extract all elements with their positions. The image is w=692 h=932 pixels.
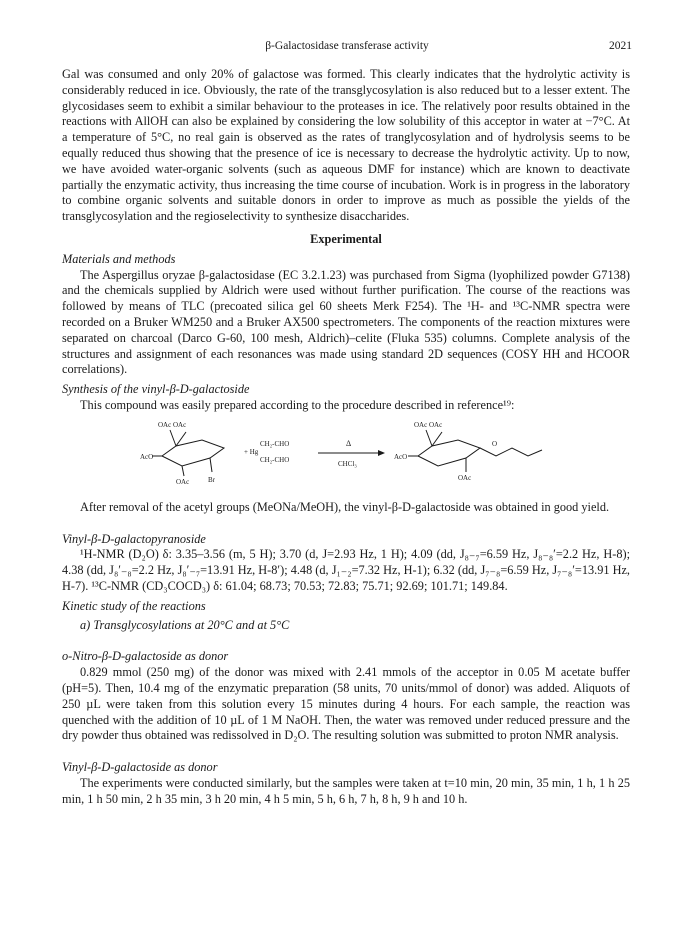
after-scheme-paragraph: After removal of the acetyl groups (MeONa/MeOH), the vinyl-β-D-galactoside was obtained in good yield. <box>80 499 610 514</box>
materials-methods-paragraph: The Aspergillus oryzae β-galactosidase (EC 3.2.1.23) was purchased from Sigma (lyophilized powder G7138) and the chemicals supplied by Aldrich were used without further purification. The course of the reactions was followed by means of TLC (precoated silica gel 60 sheets Merk F254). The ¹H- and ¹³C-NMR spectra were recorded on a Bruker WM250 and a Bruker AX500 spectrometers. The components of the reaction mixtures were separated on charcoal (Darco G-60, 100 mesh, Aldrich)–celite (Fluka 535) columns. Complete analysis of the structures and assignment of each resonances was made using standard 2D sequences (COSY HH and HCOOR correlations). <box>62 267 630 377</box>
left-br: Br <box>208 475 215 484</box>
intro-paragraph: Gal was consumed and only 20% of galactose was formed. This clearly indicates that the hydrolytic activity is considerably reduced in ice. Obviously, the rate of the transglycosylation is also reduced but to a lesser extent. The glycosidases seem to exhibit a similar behaviour to the proteases in ice. The relatively poor results obtained in the reactions with AllOH can also be explained by considering the low solubility of this acceptor in water at −7°C. At a temperature of 5°C, no real gain is observed as the rates of tranglycosylation and of hydrolysis seems to be equally reduced thus showing that the presence of ice is necessary to decrease the hydrolytic activity. Up to now, we have avoided water-organic solvents (such as aqueous DMF for instance) which are known to deactivate partially the enzymatic activity, thus increasing the time course of incubation. Work is in progress in the laboratory to combine organic solvents and suitable donors in order to improve as much as possible the yields of the transglycosylation and the regioselectivity to synthesize disaccharides. <box>62 67 630 224</box>
kinetic-study-heading: Kinetic study of the reactions <box>62 598 206 613</box>
vinyl-donor-heading: Vinyl-β-D-galactoside as donor <box>62 760 218 775</box>
left-aco: AcO <box>140 452 154 461</box>
reaction-arrow <box>318 450 385 456</box>
right-aco: AcO <box>394 452 408 461</box>
article-body <box>62 67 630 807</box>
running-title: β-Galactosidase transferase activity <box>265 40 429 52</box>
materials-methods-heading: Materials and methods <box>62 251 176 266</box>
arrow-heat-label: Δ <box>346 438 352 448</box>
page-header <box>62 40 632 56</box>
reagent-hg: + Hg <box>244 447 259 456</box>
arrow-solvent-label: CHCl₃ <box>338 459 357 468</box>
onitro-donor-paragraph: 0.829 mmol (250 mg) of the donor was mixed with 2.41 mmols of the acceptor in 0.05 M acetate buffer (pH=5). Then, 10.4 mg of the enzymatic preparation (58 units, 70 units/mmol of donor) was added. Aliquots of 250 µL were taken from this solution every 15 minutes during 4 hours. For each sample, the reaction was quenched with the addition of 10 µL of 1 M NaOH. Then, the water was removed under reduced pressure and the dry powder thus obtained was redissolved in D₂O. The resulting solution was submitted to proton NMR analysis. <box>62 665 630 743</box>
right-sugar-ring <box>408 430 542 472</box>
right-oac-top: OAc OAc <box>414 420 443 429</box>
left-oac-bottom: OAc <box>176 477 190 486</box>
synthesis-paragraph: This compound was easily prepared according to the procedure described in reference¹⁹: <box>80 397 515 412</box>
right-oac-bottom: OAc <box>458 473 472 482</box>
right-glycosidic-o: O <box>492 439 498 448</box>
reagent-bottom: CH₂-CHO <box>260 455 290 464</box>
vinyl-nmr-data: ¹H-NMR (D₂O) δ: 3.35–3.56 (m, 5 H); 3.70 (d, J=2.93 Hz, 1 H); 4.09 (dd, J₈₋₇=6.59 Hz, J₈₋₈′=2.2 Hz, H-8); 4.38 (dd, J₈′₋₈=2.2 Hz, J₈′₋₇=13.91 Hz, H-8′); 4.48 (d, J₁₋₂=7.32 Hz, H-1); 6.32 (dd, J₇₋₈=6.59 Hz, J₇₋₈′=13.91 Hz, H-7). ¹³C-NMR (CD₃COCD₃) δ: 61.04; 68.73; 70.53; 72.83; 75.71; 92.69; 101.71; 149.84. <box>62 547 630 593</box>
transglycosylation-subheading: a) Transglycosylations at 20°C and at 5°C <box>80 617 290 632</box>
left-oac-top: OAc OAc <box>158 420 187 429</box>
left-sugar-ring <box>152 430 224 476</box>
vinyl-donor-paragraph: The experiments were conducted similarly, but the samples were taken at t=10 min, 20 min, 35 min, 1 h, 1 h 25 min, 1 h 50 min, 2 h 35 min, 3 h 20 min, 4 h 5 min, 5 h, 6 h, 7 h, 8 h, 9 h and 10 h. <box>62 775 630 806</box>
vinyl-galactopyranoside-heading: Vinyl-β-D-galactopyranoside <box>62 531 206 546</box>
onitro-donor-heading: o-Nitro-β-D-galactoside as donor <box>62 649 229 664</box>
experimental-heading: Experimental <box>310 231 382 246</box>
reagent-top: CH₂-CHO <box>260 439 290 448</box>
synthesis-heading: Synthesis of the vinyl-β-D-galactoside <box>62 382 250 397</box>
reaction-scheme <box>62 416 630 496</box>
page-number: 2021 <box>609 40 632 52</box>
reaction-scheme-drawing <box>140 416 560 494</box>
